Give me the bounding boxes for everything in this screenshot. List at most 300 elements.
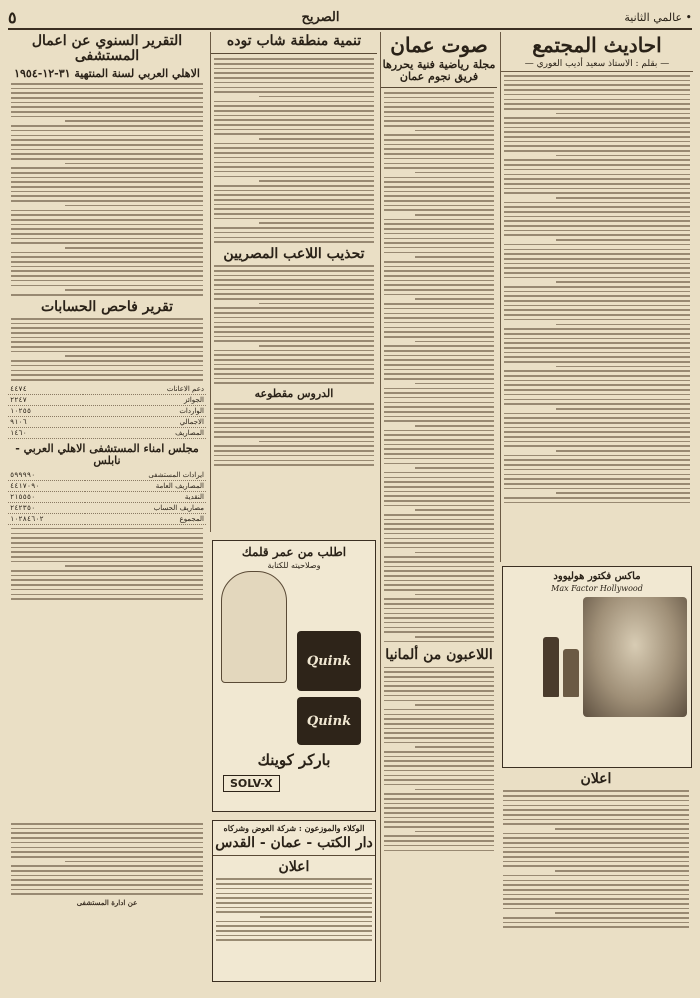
text-line [216, 883, 372, 885]
text-line [384, 575, 494, 577]
text-line [11, 177, 203, 179]
text-line [11, 270, 203, 272]
text-line [556, 155, 690, 157]
text-line [384, 378, 494, 380]
text-line [384, 608, 494, 610]
text-line [384, 826, 494, 828]
col3-title: تنمية منطقة شاب توده [226, 33, 362, 49]
text-line [504, 338, 690, 340]
text-line [504, 399, 690, 401]
cosmetics-advertisement [502, 566, 692, 768]
text-line [504, 75, 690, 77]
text-line [214, 336, 374, 338]
text-line [503, 856, 689, 858]
table-row [8, 394, 206, 405]
text-line [503, 833, 689, 835]
agents-and-announcement [212, 820, 376, 982]
text-line [504, 427, 690, 429]
text-line [11, 266, 203, 268]
col3-text-c [214, 403, 374, 466]
text-line [384, 528, 494, 530]
text-line [384, 514, 494, 516]
text-line [384, 732, 494, 734]
text-line [11, 351, 203, 353]
text-line [214, 331, 374, 333]
text-line [11, 879, 203, 881]
text-line [504, 117, 690, 119]
text-line [214, 176, 374, 178]
text-line [384, 803, 494, 805]
table-row [8, 405, 206, 416]
row-label: المصاريف العامة [85, 480, 206, 491]
text-line [11, 242, 203, 244]
row-value: ٥٩٩٩٩٠ [8, 470, 85, 481]
text-line [11, 88, 203, 90]
text-line [11, 832, 203, 834]
text-line [415, 594, 494, 596]
text-line [11, 584, 203, 586]
text-line [384, 238, 494, 240]
text-line [384, 388, 494, 390]
text-line [504, 84, 690, 86]
text-line [504, 159, 690, 161]
text-line [384, 350, 494, 352]
text-line [11, 210, 203, 212]
text-line [214, 166, 374, 168]
text-line [503, 809, 689, 811]
text-line [384, 542, 494, 544]
col1-title: احاديث المجتمع [532, 33, 662, 57]
text-line [384, 181, 494, 183]
text-line [503, 875, 689, 877]
text-line [384, 331, 494, 333]
text-line [384, 233, 494, 235]
text-line [504, 389, 690, 391]
text-line [11, 327, 203, 329]
text-line [384, 209, 494, 211]
text-line [214, 445, 374, 447]
text-line [65, 355, 203, 357]
text-line [216, 907, 372, 909]
text-line [214, 133, 374, 135]
text-line [384, 779, 494, 781]
text-line [214, 317, 374, 319]
text-line [11, 337, 203, 339]
text-line [504, 183, 690, 185]
text-line [384, 195, 494, 197]
text-line [384, 308, 494, 310]
text-line [11, 228, 203, 230]
text-line [214, 227, 374, 229]
text-line [216, 888, 372, 890]
text-line [504, 131, 690, 133]
text-line [384, 139, 494, 141]
text-line [384, 163, 494, 165]
text-line [504, 244, 690, 246]
text-line [384, 495, 494, 497]
text-line [384, 205, 494, 207]
text-line [214, 436, 374, 438]
row-label: الاجمالي [83, 416, 206, 427]
text-line [214, 147, 374, 149]
text-line [384, 336, 494, 338]
text-line [11, 252, 203, 254]
text-line [504, 455, 690, 457]
row-value: ١٠٢٨٤٦٠٢ [8, 513, 85, 524]
text-line [384, 242, 494, 244]
row-value: ١٤٦٠ [8, 427, 83, 438]
text-line [384, 500, 494, 502]
col3-mid-title: تحذيب اللاعب المصريين [223, 245, 365, 262]
text-line [216, 925, 372, 927]
text-line [216, 930, 372, 932]
text-line [556, 239, 690, 241]
text-line [259, 96, 374, 98]
text-line [504, 99, 690, 101]
text-line [504, 497, 690, 499]
text-line [384, 617, 494, 619]
text-line [214, 124, 374, 126]
text-line [11, 851, 203, 853]
text-line [214, 413, 374, 415]
text-line [556, 324, 690, 326]
text-line [11, 847, 203, 849]
text-line [384, 125, 494, 127]
text-line [504, 178, 690, 180]
col3-text [214, 58, 374, 242]
text-line [216, 911, 372, 913]
text-line [384, 751, 494, 753]
text-line [504, 347, 690, 349]
text-line [384, 345, 494, 347]
text-line [11, 195, 203, 197]
text-line [504, 220, 690, 222]
text-line [504, 352, 690, 354]
announcement-right-text [503, 790, 689, 928]
text-line [214, 417, 374, 419]
text-line [384, 116, 494, 118]
text-line [504, 328, 690, 330]
text-line [504, 145, 690, 147]
text-line [384, 303, 494, 305]
text-line [384, 737, 494, 739]
text-line [384, 723, 494, 725]
col4-text-b [11, 318, 203, 381]
text-line [503, 898, 689, 900]
text-line [504, 230, 690, 232]
text-line [260, 916, 372, 918]
text-line [11, 214, 203, 216]
text-line [504, 370, 690, 372]
text-line [384, 434, 494, 436]
text-line [384, 798, 494, 800]
text-line [556, 492, 690, 494]
text-line [504, 94, 690, 96]
text-line [384, 603, 494, 605]
text-line [503, 800, 689, 802]
row-label: ايرادات المستشفى [85, 470, 206, 481]
text-line [504, 305, 690, 307]
text-line [503, 903, 689, 905]
text-line [384, 641, 494, 643]
text-line [214, 82, 374, 84]
text-line [415, 704, 494, 706]
text-line [556, 408, 690, 410]
agents-line: الوكلاء والموزعون : شركة العوض وشركاه [223, 823, 365, 833]
text-line [384, 835, 494, 837]
text-line [504, 249, 690, 251]
text-line [504, 192, 690, 194]
text-line [216, 902, 372, 904]
text-line [384, 402, 494, 404]
text-line [11, 238, 203, 240]
text-line [384, 416, 494, 418]
text-line [503, 922, 689, 924]
text-line [504, 277, 690, 279]
text-line [11, 828, 203, 830]
text-line [214, 354, 374, 356]
text-line [504, 413, 690, 415]
text-line [214, 241, 374, 243]
text-line [504, 258, 690, 260]
text-line [11, 589, 203, 591]
text-line [65, 247, 203, 249]
col2-subtitle: مجلة رياضية فنية يحررها فريق نجوم عمان [382, 58, 496, 84]
text-line [214, 455, 374, 457]
text-line [65, 861, 203, 863]
text-line [214, 157, 374, 159]
text-line [11, 837, 203, 839]
text-line [11, 533, 203, 535]
text-line [384, 322, 494, 324]
text-line [503, 894, 689, 896]
text-line [384, 392, 494, 394]
text-line [384, 120, 494, 122]
text-line [384, 561, 494, 563]
text-line [11, 374, 203, 376]
text-line [384, 411, 494, 413]
text-line [11, 360, 203, 362]
text-line [11, 594, 203, 596]
text-line [214, 110, 374, 112]
text-line [384, 584, 494, 586]
col4-footer-sign: عن ادارة المستشفى [76, 898, 138, 908]
text-line [384, 817, 494, 819]
quink-ad-headline: اطلب من عمر قلمك [241, 545, 347, 559]
text-line [556, 197, 690, 199]
table-row [8, 513, 206, 524]
text-line [415, 425, 494, 427]
text-line [503, 908, 689, 910]
text-line [384, 533, 494, 535]
col4-subtitle: الاهلي العربي لسنة المنتهية ٣١-١٢-١٩٥٤ [14, 66, 200, 80]
table-row [8, 480, 206, 491]
text-line [415, 831, 494, 833]
text-line [11, 106, 203, 108]
text-line [384, 144, 494, 146]
text-line [214, 115, 374, 117]
quink-ad-subline: وصلاحيته للكتابة [267, 561, 321, 570]
text-line [384, 547, 494, 549]
text-line [384, 134, 494, 136]
col4-section-accounts: تقرير فاحص الحسابات [40, 298, 174, 315]
text-line [503, 865, 689, 867]
text-line [11, 889, 203, 891]
table-row [8, 427, 206, 438]
text-line [214, 185, 374, 187]
text-line [384, 261, 494, 263]
text-line [11, 528, 203, 530]
text-line [214, 422, 374, 424]
text-line [214, 162, 374, 164]
text-line [11, 139, 203, 141]
row-value: ٢٢٤٧ [8, 394, 83, 405]
text-line [384, 477, 494, 479]
text-line [216, 939, 372, 941]
col3-text-b [214, 265, 374, 384]
text-line [11, 318, 203, 320]
text-line [504, 483, 690, 485]
text-line [503, 926, 689, 928]
text-line [214, 199, 374, 201]
cosmetics-ad-title: ماكس فكتور هوليوود [553, 571, 641, 582]
column-hospital-report [8, 32, 206, 812]
row-value: ٢٤٢٣٥٠ [8, 502, 85, 513]
text-line [384, 167, 494, 169]
text-line [504, 234, 690, 236]
col1-byline: — بقلم : الاستاذ سعيد أديب العوري — [501, 59, 693, 72]
text-line [504, 403, 690, 405]
text-line [503, 917, 689, 919]
text-line [11, 172, 203, 174]
text-line [65, 163, 203, 165]
text-line [214, 460, 374, 462]
text-line [556, 450, 690, 452]
text-line [415, 552, 494, 554]
text-line [259, 441, 374, 443]
text-line [11, 135, 203, 137]
text-line [504, 469, 690, 471]
text-line [214, 152, 374, 154]
text-line [214, 312, 374, 314]
text-line [556, 281, 690, 283]
text-line [504, 375, 690, 377]
text-line [384, 200, 494, 202]
text-line [504, 291, 690, 293]
text-line [214, 105, 374, 107]
col4-title: التقرير السنوي عن اعمال المستشفى [31, 33, 183, 65]
text-line [503, 842, 689, 844]
text-line [384, 186, 494, 188]
row-value: ٤٤١٧٠٩٠ [8, 480, 85, 491]
text-line [504, 309, 690, 311]
text-line [11, 561, 203, 563]
text-line [384, 850, 494, 852]
text-line [214, 213, 374, 215]
text-line [504, 314, 690, 316]
text-line [11, 153, 203, 155]
text-line [384, 430, 494, 432]
text-line [11, 556, 203, 558]
text-line [216, 897, 372, 899]
text-line [11, 870, 203, 872]
ink-box-icon: Quink [297, 697, 361, 745]
text-line [384, 355, 494, 357]
text-line [384, 317, 494, 319]
table-row [8, 502, 206, 513]
text-line [384, 685, 494, 687]
text-line [504, 188, 690, 190]
text-line [384, 191, 494, 193]
text-line [503, 795, 689, 797]
text-line [504, 103, 690, 105]
text-line [504, 174, 690, 176]
text-line [504, 263, 690, 265]
text-line [503, 805, 689, 807]
text-line [415, 298, 494, 300]
text-line [11, 200, 203, 202]
table-row [8, 384, 206, 395]
text-line [11, 191, 203, 193]
text-line [504, 164, 690, 166]
text-line [384, 266, 494, 268]
text-line [259, 303, 374, 305]
text-line [504, 380, 690, 382]
text-line [504, 141, 690, 143]
row-label: المجموع [85, 513, 206, 524]
cosmetics-ad-subtitle: Max Factor Hollywood [551, 584, 643, 593]
text-line [384, 718, 494, 720]
text-line [11, 186, 203, 188]
text-line [214, 359, 374, 361]
text-line [214, 307, 374, 309]
text-line [503, 880, 689, 882]
text-line [11, 884, 203, 886]
text-line [384, 840, 494, 842]
text-line [384, 373, 494, 375]
lipstick-case-icon [563, 649, 579, 697]
masthead [8, 6, 692, 30]
text-line [11, 379, 203, 381]
text-line [65, 289, 203, 291]
text-line [503, 847, 689, 849]
text-line [11, 537, 203, 539]
text-line [214, 72, 374, 74]
text-line [65, 120, 203, 122]
quink-ink-advertisement [212, 540, 376, 812]
text-line [384, 463, 494, 465]
text-line [214, 368, 374, 370]
text-line [384, 247, 494, 249]
text-line [11, 92, 203, 94]
text-line [214, 190, 374, 192]
text-line [504, 206, 690, 208]
portrait-photo [583, 597, 687, 717]
text-line [415, 467, 494, 469]
text-line [384, 667, 494, 669]
text-line [214, 204, 374, 206]
text-line [11, 125, 203, 127]
table-row [8, 491, 206, 502]
text-line [504, 286, 690, 288]
text-line [556, 113, 690, 115]
text-line [504, 202, 690, 204]
dealer-line: دار الكتب - عمان - القدس [215, 835, 373, 851]
text-line [384, 327, 494, 329]
text-line [384, 252, 494, 254]
text-line [504, 502, 690, 504]
text-line [384, 448, 494, 450]
